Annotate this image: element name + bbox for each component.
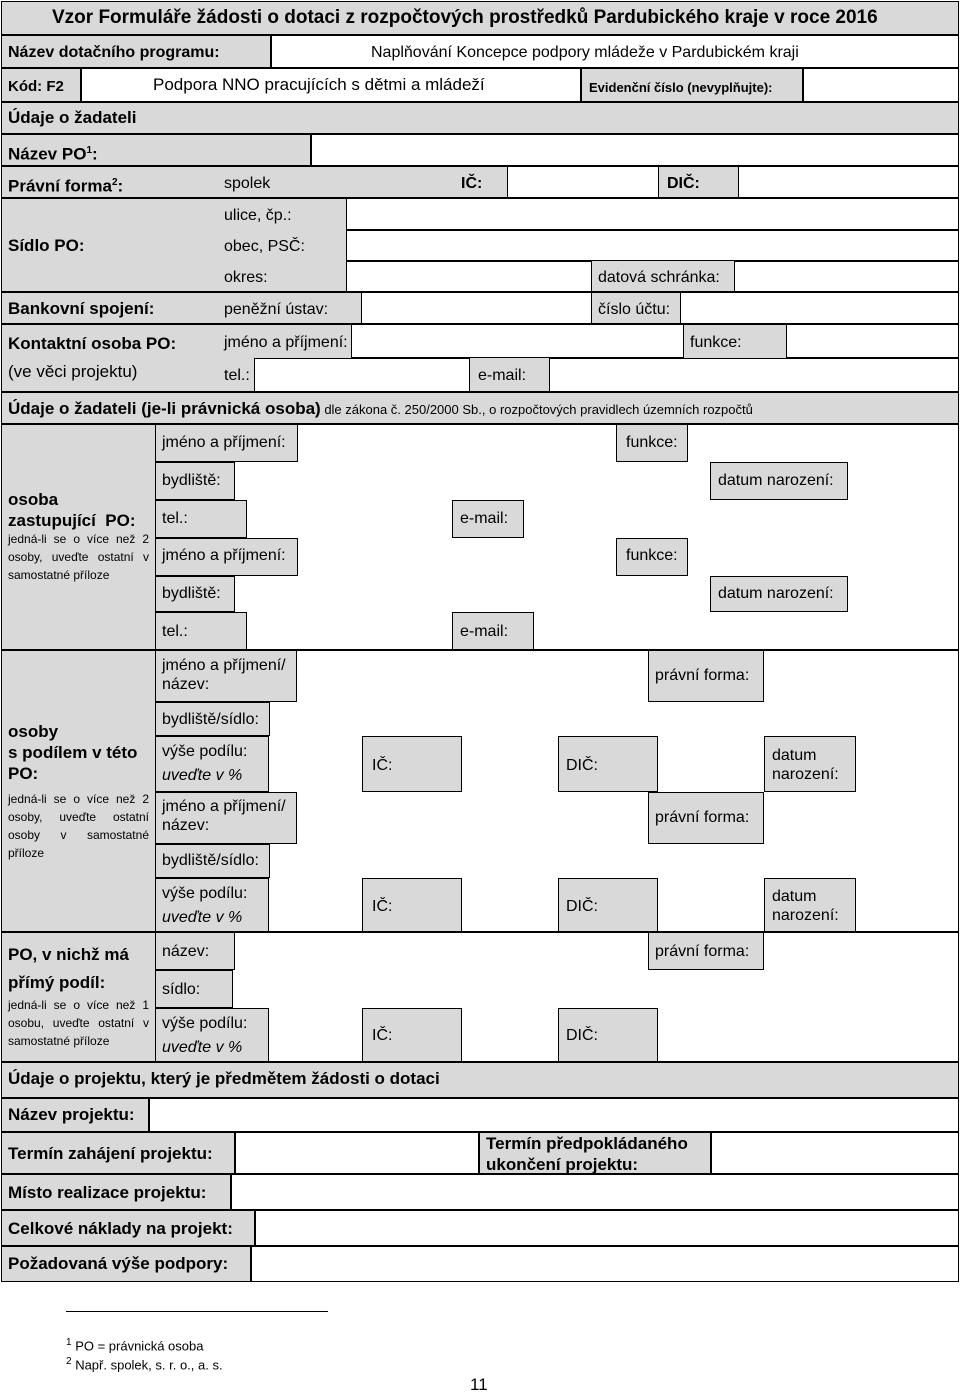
bank-label: Bankovní spojení: (8, 299, 155, 318)
seat-label: Sídlo PO: (8, 236, 85, 255)
direct-form-label: právní forma: (655, 943, 750, 960)
contact-sublabel: (ve věci projektu) (8, 362, 138, 381)
direct-amount-label: výše podílu: (162, 1015, 248, 1032)
share-note: jedná-li se o více než 2 osoby, uveďte ostatní osoby v samostatné příloze (8, 792, 149, 860)
share2-name-label: jméno a příjmení/ název: (162, 798, 286, 834)
account-input[interactable] (680, 292, 959, 324)
direct-label-2: přímý podíl: (8, 973, 106, 992)
rep-note: jedná-li se o více než 2 osoby, uveďte ostatní v samostatné příloze (8, 532, 149, 582)
share-label-1: osoby (8, 722, 59, 741)
project-name-input[interactable] (149, 1098, 959, 1132)
program-value: Naplňování Koncepce podpory mládeže v Pardubickém kraji (371, 44, 799, 61)
rep-label: osoba (8, 490, 59, 509)
contact-tel-input[interactable] (254, 358, 470, 392)
rep-func-label: funkce: (626, 434, 678, 451)
rep-tel-label: tel.: (162, 510, 188, 527)
district-label: okres: (224, 269, 268, 286)
rep-email-label: e-mail: (460, 510, 509, 527)
street-input[interactable] (346, 198, 959, 230)
share1-ic-label: IČ: (372, 757, 393, 774)
evid-label: Evidenční číslo (nevyplňujte): (589, 80, 773, 95)
project-place-label: Místo realizace projektu: (8, 1183, 207, 1202)
direct-fields (155, 932, 959, 1062)
contact-email-input[interactable] (549, 358, 959, 392)
rep2-name-label: jméno a příjmení: (162, 547, 286, 564)
share-label-2: s podílem v této (8, 743, 138, 762)
name-label: Název $PO^1$: (8, 144, 98, 164)
share1-dic-label: DIČ: (566, 757, 598, 774)
legal-section-title: Údaje o žadateli (je-li právnická osoba) dle zákona č. 250/2000 Sb., o rozpočtových pravidlech územních rozpočtů (8, 399, 753, 418)
direct-label-1: PO, v nichž má (8, 945, 129, 964)
databox-input[interactable] (734, 261, 959, 292)
project-costs-label: Celkové náklady na projekt: (8, 1219, 233, 1238)
legal-form-value: spolek (224, 175, 271, 192)
share2-res-label: bydliště/sídlo: (162, 852, 259, 869)
project-end-input[interactable] (711, 1132, 959, 1174)
project-section-title: Údaje o projektu, který je předmětem žádosti o dotaci (8, 1069, 440, 1088)
contact-email-label: e-mail: (478, 367, 527, 384)
share2-form-label: právní forma: (655, 809, 750, 826)
project-name-label: Název projektu: (8, 1105, 135, 1124)
direct-note: jedná-li se o více než 1 osobu, uveďte ostatní v samostatné příloze (8, 998, 149, 1048)
ic-label: IČ: (461, 175, 483, 192)
bank-input[interactable] (361, 292, 592, 324)
evid-input[interactable] (803, 68, 959, 102)
project-support-input[interactable] (251, 1246, 959, 1282)
rep-birth-label: datum narození: (718, 472, 834, 489)
ic-input[interactable] (507, 166, 659, 198)
legal-form-label: Právní forma$^2$: (8, 176, 124, 196)
rep-label-2: zastupující PO: (8, 511, 136, 530)
city-input[interactable] (346, 230, 959, 261)
code-value: Podpora NNO pracujících s dětmi a mládeží (153, 75, 485, 94)
account-label: číslo účtu: (598, 301, 671, 318)
direct-seat-label: sídlo: (162, 981, 201, 998)
program-label: Název dotačního programu: (8, 44, 220, 61)
share1-form-label: právní forma: (655, 667, 750, 684)
footnote-2: $^2$ Např. spolek, s. r. o., a. s. (66, 1356, 223, 1373)
name-input[interactable] (311, 134, 959, 166)
rep2-res-label: bydliště: (162, 585, 221, 602)
contact-func-label: funkce: (690, 334, 742, 351)
bank-field-label: peněžní ústav: (224, 301, 329, 318)
city-label: obec, PSČ: (224, 238, 305, 255)
share2-amount-label: výše podílu: (162, 885, 248, 902)
rep2-func-label: funkce: (626, 547, 678, 564)
share1-unit-label: uveďte v % (162, 767, 243, 784)
street-label: ulice, čp.: (224, 207, 292, 224)
direct-ic-label: IČ: (372, 1027, 393, 1044)
contact-label: Kontaktní osoba PO: (8, 334, 177, 353)
footnote-divider (66, 1311, 328, 1312)
share1-name-label: jméno a příjmení/ název: (162, 657, 286, 693)
contact-func-input[interactable] (786, 324, 959, 358)
share-label-3: PO: (8, 764, 39, 783)
project-end-label: Termín předpokládaného ukončení projektu: (486, 1134, 688, 1174)
applicant-section-header (1, 102, 959, 134)
direct-name-label: název: (162, 943, 210, 960)
direct-unit-label: uveďte v % (162, 1039, 243, 1056)
contact-name-input[interactable] (351, 324, 684, 358)
rep-name-label: jméno a příjmení: (162, 434, 286, 451)
dic-label: DIČ: (667, 175, 700, 192)
share1-amount-label: výše podílu: (162, 743, 248, 760)
share2-ic-label: IČ: (372, 898, 393, 915)
page-number: 11 (470, 1375, 488, 1394)
share2-dic-label: DIČ: (566, 898, 598, 915)
applicant-section-title: Údaje o žadateli (8, 108, 137, 127)
code-label: Kód: F2 (8, 78, 64, 95)
direct-dic-label: DIČ: (566, 1027, 598, 1044)
rep-res-label: bydliště: (162, 472, 221, 489)
contact-tel-label: tel.: (224, 367, 250, 384)
project-start-label: Termín zahájení projektu: (8, 1144, 213, 1163)
share2-birth-label: datum narození: (772, 888, 839, 924)
district-input[interactable] (346, 261, 592, 292)
form-title: Vzor Formuláře žádosti o dotaci z rozpočtových prostředků Pardubického kraje v roce 2016 (52, 7, 878, 28)
project-support-label: Požadovaná výše podpory: (8, 1254, 229, 1273)
rep2-birth-label: datum narození: (718, 585, 834, 602)
share1-birth-label: datum narození: (772, 747, 839, 783)
databox-label: datová schránka: (598, 269, 720, 286)
share2-unit-label: uveďte v % (162, 909, 243, 926)
dic-input[interactable] (738, 166, 959, 198)
footnote-1: $^1$ PO = právnická osoba (66, 1337, 204, 1354)
project-start-input[interactable] (235, 1132, 479, 1174)
project-costs-input[interactable] (255, 1210, 959, 1246)
contact-name-label: jméno a příjmení: (224, 334, 348, 351)
rep2-email-label: e-mail: (460, 623, 509, 640)
project-place-input[interactable] (231, 1174, 959, 1210)
share1-res-label: bydliště/sídlo: (162, 711, 259, 728)
rep2-tel-label: tel.: (162, 623, 188, 640)
